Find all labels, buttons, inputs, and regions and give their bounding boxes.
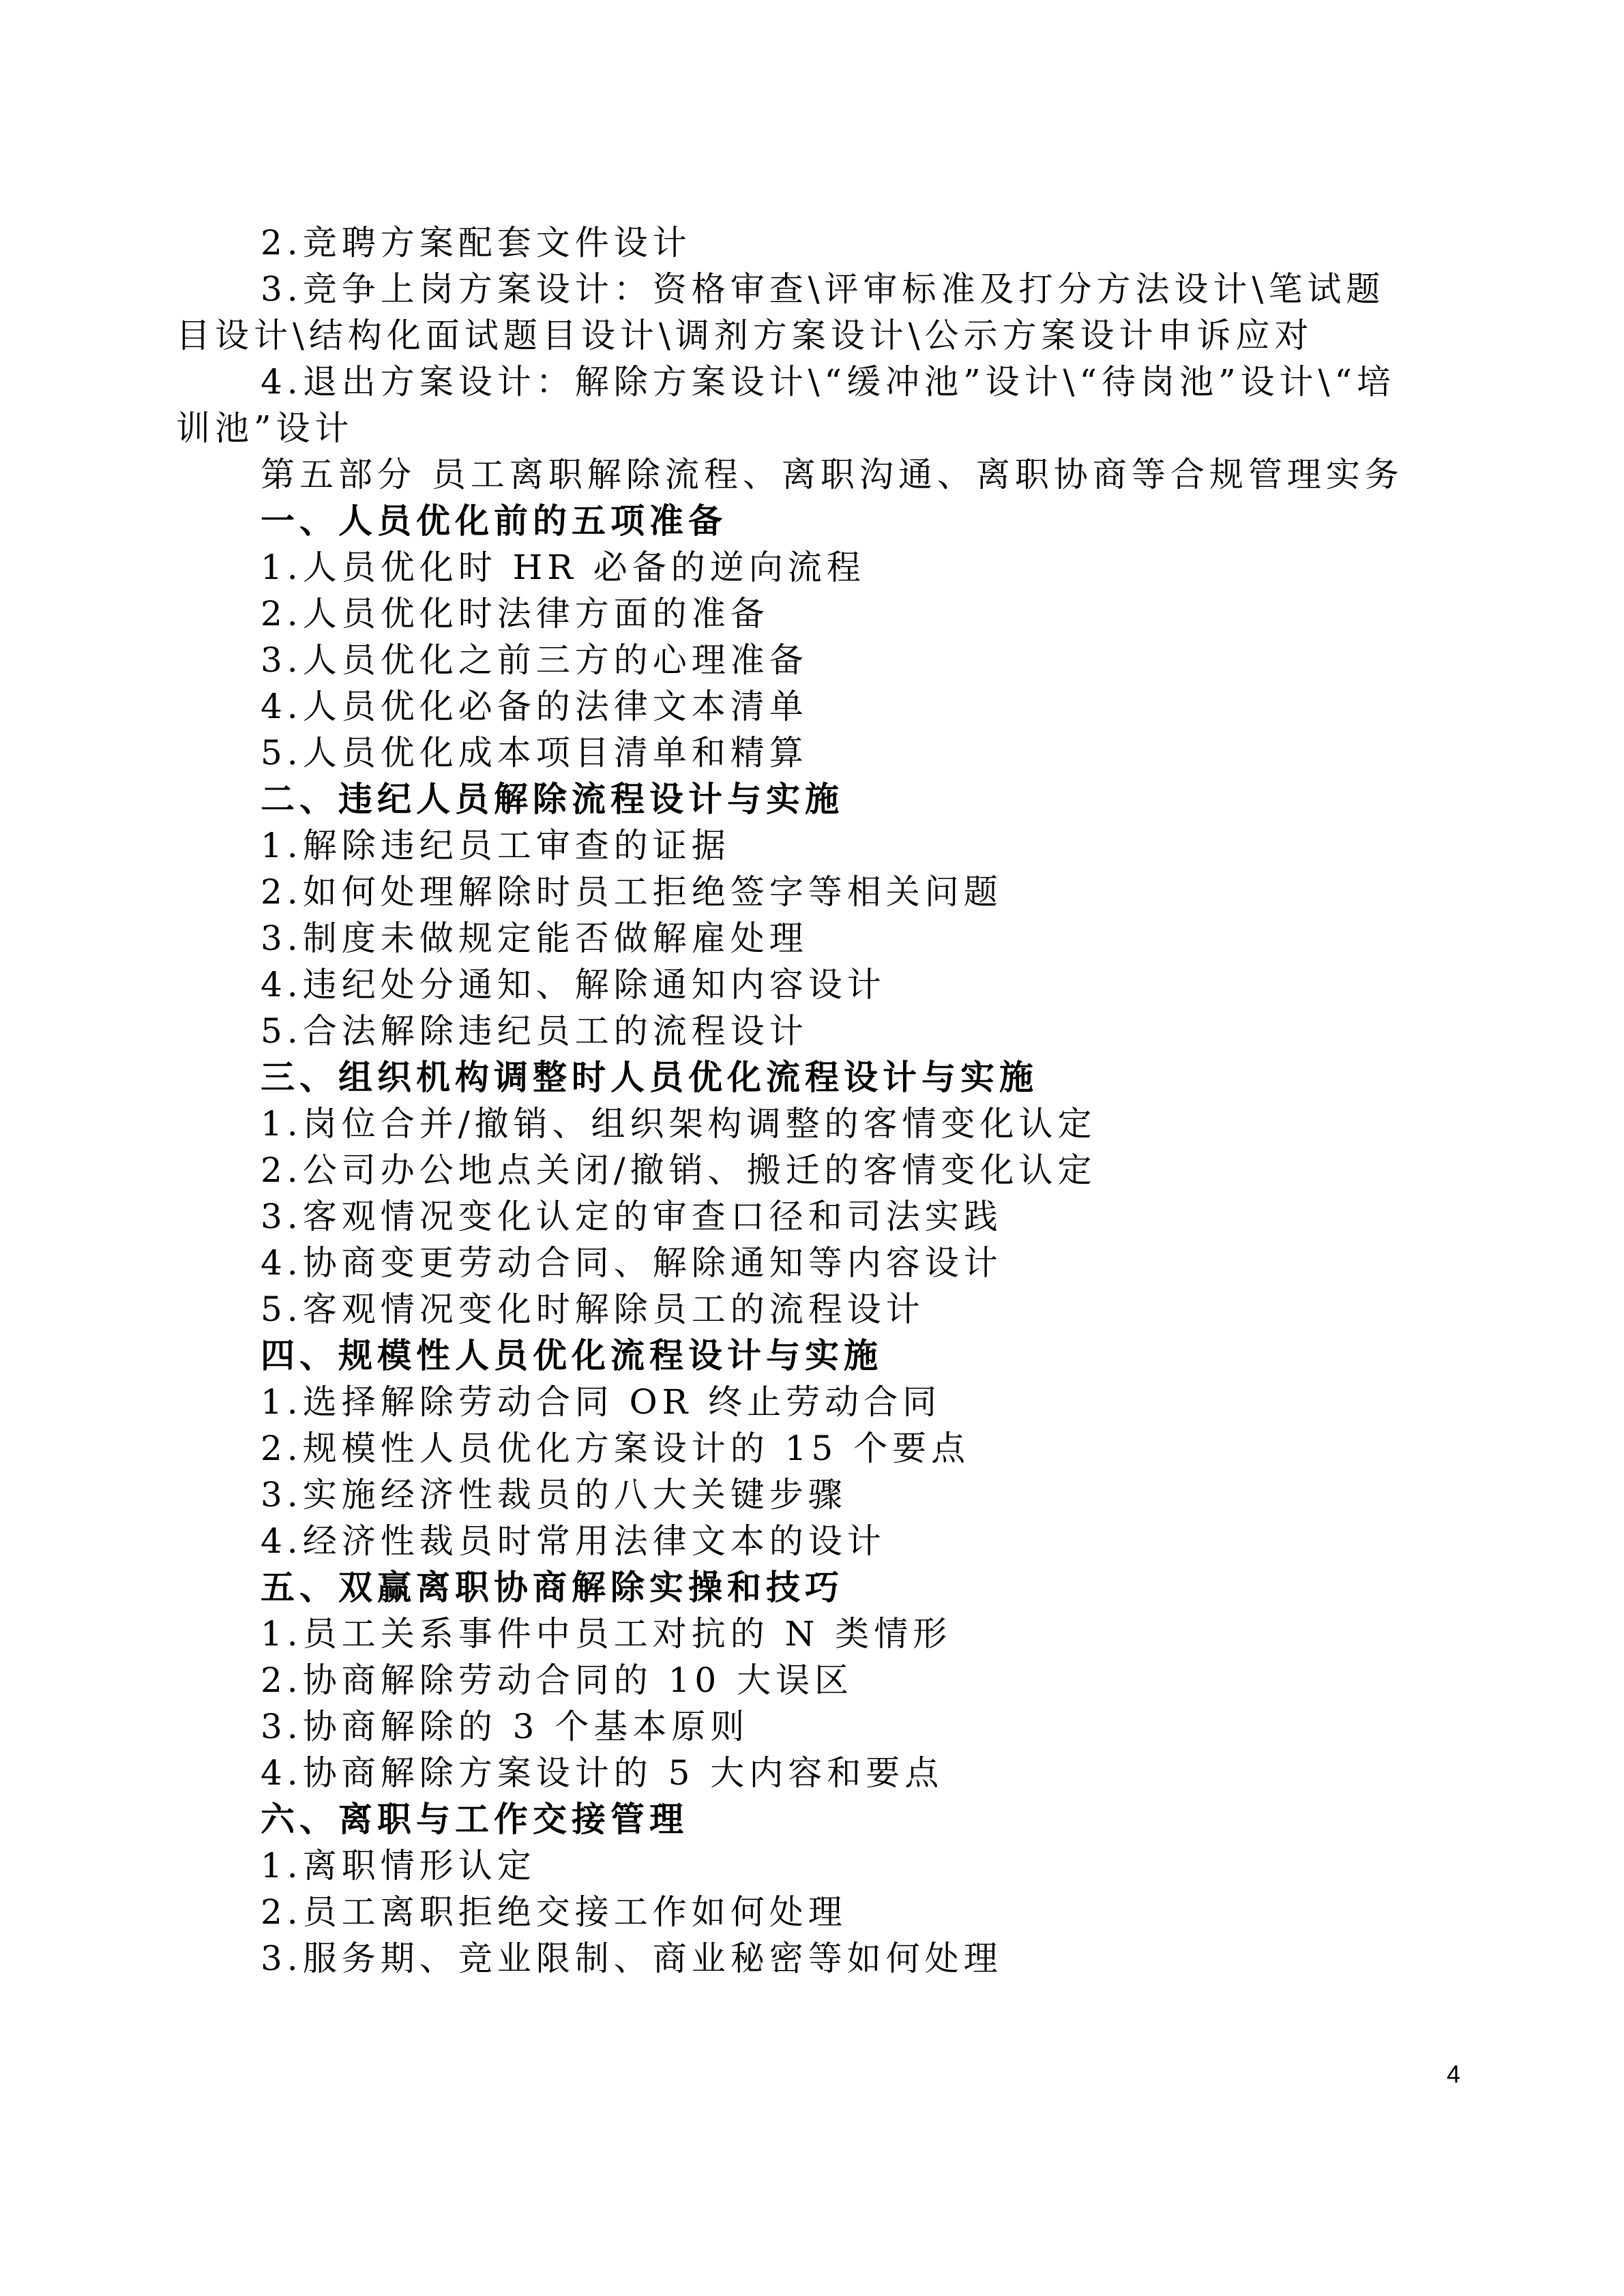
section-heading: 三、组织机构调整时人员优化流程设计与实施 bbox=[261, 1057, 1038, 1097]
list-item: 1.选择解除劳动合同 OR 终止劳动合同 bbox=[261, 1382, 942, 1422]
list-item: 4.经济性裁员时常用法律文本的设计 bbox=[261, 1521, 886, 1561]
section-heading: 一、人员优化前的五项准备 bbox=[261, 501, 727, 541]
list-item: 2.规模性人员优化方案设计的 15 个要点 bbox=[261, 1429, 971, 1468]
list-item: 2.员工离职拒绝交接工作如何处理 bbox=[261, 1892, 847, 1932]
list-item: 1.岗位合并/撤销、组织架构调整的客情变化认定 bbox=[261, 1104, 1097, 1144]
list-item: 1.员工关系事件中员工对抗的 N 类情形 bbox=[261, 1614, 952, 1654]
section-heading: 六、离职与工作交接管理 bbox=[261, 1799, 688, 1839]
list-item: 4.协商变更劳动合同、解除通知等内容设计 bbox=[261, 1243, 1003, 1283]
list-item: 3.协商解除的 3 个基本原则 bbox=[261, 1707, 750, 1746]
intro-item-2: 2.竞聘方案配套文件设计 bbox=[261, 223, 692, 263]
page-number: 4 bbox=[1447, 2060, 1461, 2088]
list-item: 3.实施经济性裁员的八大关键步骤 bbox=[261, 1475, 847, 1515]
list-item: 3.客观情况变化认定的审查口径和司法实践 bbox=[261, 1197, 1003, 1236]
list-item: 5.人员优化成本项目清单和精算 bbox=[261, 733, 808, 773]
list-item: 1.解除违纪员工审查的证据 bbox=[261, 826, 730, 865]
list-item: 1.离职情形认定 bbox=[261, 1846, 536, 1885]
section-heading: 四、规模性人员优化流程设计与实施 bbox=[261, 1335, 883, 1375]
list-item: 3.人员优化之前三方的心理准备 bbox=[261, 640, 808, 680]
intro-item-3: 3.竞争上岗方案设计：资格审查\评审标准及打分方法设计\笔试题目设计\结构化面试题目设计\调剂方案设计\公示方案设计申诉应对 bbox=[176, 269, 1385, 355]
list-item: 2.公司办公地点关闭/撤销、搬迁的客情变化认定 bbox=[261, 1150, 1097, 1190]
intro-item-4: 4.退出方案设计：解除方案设计\“缓冲池”设计\“待岗池”设计\“培训池”设计 bbox=[176, 362, 1396, 448]
list-item: 4.人员优化必备的法律文本清单 bbox=[261, 687, 808, 726]
list-item: 4.违纪处分通知、解除通知内容设计 bbox=[261, 965, 886, 1004]
list-item: 2.协商解除劳动合同的 10 大误区 bbox=[261, 1660, 854, 1700]
list-item: 1.人员优化时 HR 必备的逆向流程 bbox=[261, 548, 866, 587]
list-item: 3.服务期、竞业限制、商业秘密等如何处理 bbox=[261, 1939, 1003, 1978]
section-heading: 五、双赢离职协商解除实操和技巧 bbox=[261, 1567, 844, 1607]
list-item: 5.客观情况变化时解除员工的流程设计 bbox=[261, 1289, 925, 1329]
list-item: 2.人员优化时法律方面的准备 bbox=[261, 594, 769, 633]
list-item: 4.协商解除方案设计的 5 大内容和要点 bbox=[261, 1753, 944, 1793]
document-body bbox=[176, 220, 1404, 1982]
part-title: 第五部分 员工离职解除流程、离职沟通、离职协商等合规管理实务 bbox=[261, 455, 1404, 494]
list-item: 5.合法解除违纪员工的流程设计 bbox=[261, 1011, 808, 1051]
list-item: 2.如何处理解除时员工拒绝签字等相关问题 bbox=[261, 872, 1003, 912]
list-item: 3.制度未做规定能否做解雇处理 bbox=[261, 919, 808, 958]
section-heading: 二、违纪人员解除流程设计与实施 bbox=[261, 779, 844, 819]
